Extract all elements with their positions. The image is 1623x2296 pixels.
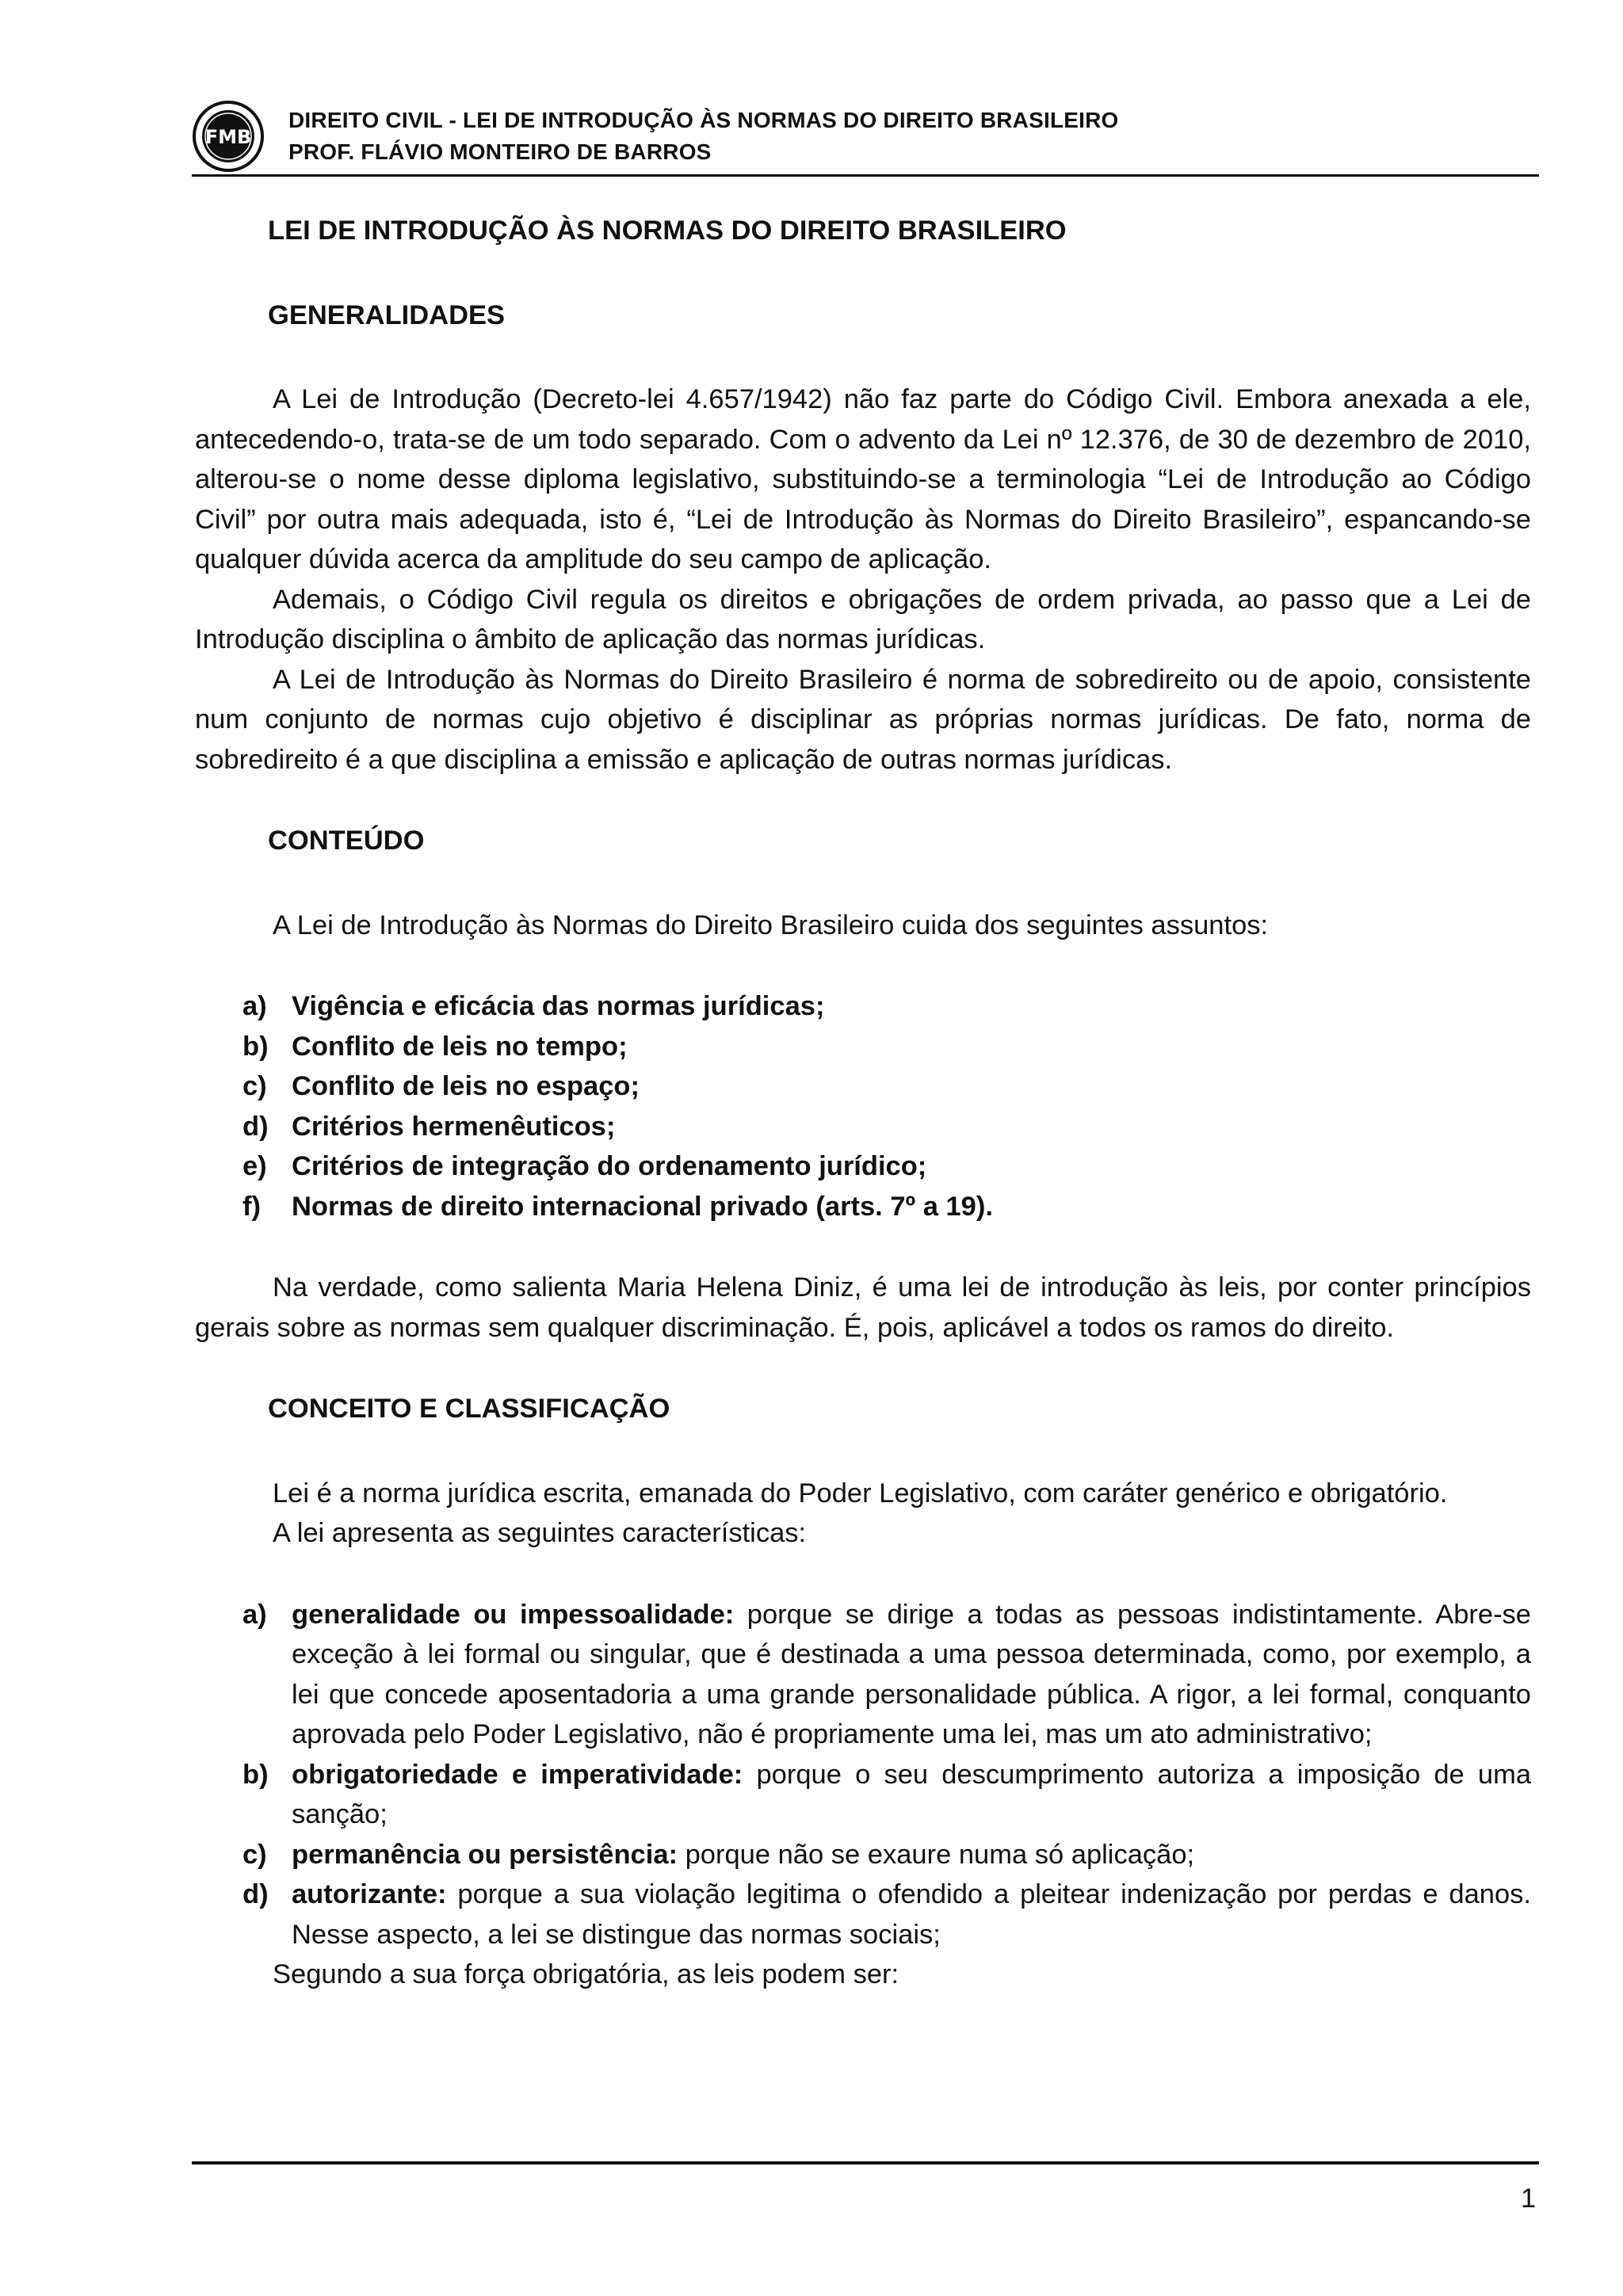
- paragraph: Ademais, o Código Civil regula os direitos e obrigações de ordem privada, ao passo que a Lei de Introdução disciplina o âmbito de aplicação das normas jurídicas.: [195, 584, 1531, 654]
- list-item-text: Conflito de leis no espaço;: [292, 1071, 640, 1101]
- paragraph: A lei apresenta as seguintes características:: [273, 1518, 807, 1548]
- header-professor: PROF. FLÁVIO MONTEIRO DE BARROS: [288, 139, 712, 164]
- document-body: [195, 211, 1531, 1995]
- document-title: LEI DE INTRODUÇÃO ÀS NORMAS DO DIREITO BRASILEIRO: [268, 215, 1067, 246]
- section-heading-conceito: CONCEITO E CLASSIFICAÇÃO: [268, 1394, 670, 1424]
- list-item-text: Critérios hermenêuticos;: [292, 1111, 616, 1142]
- page-number: 1: [1521, 2183, 1536, 2214]
- list-item: [195, 1146, 1531, 1187]
- paragraph: Lei é a norma jurídica escrita, emanada do Poder Legislativo, com caráter genérico e obrigatório.: [273, 1478, 1448, 1508]
- list-item: [195, 1187, 1531, 1227]
- paragraph: A Lei de Introdução às Normas do Direito Brasileiro cuida dos seguintes assuntos:: [273, 910, 1269, 940]
- paragraph: Segundo a sua força obrigatória, as leis podem ser:: [273, 1959, 899, 1989]
- list-item: [195, 1835, 1531, 1875]
- list-item-text: Normas de direito internacional privado (arts. 7º a 19).: [292, 1191, 993, 1222]
- list-marker: c): [242, 1839, 267, 1870]
- list-item-text: porque não se exaure numa só aplicação;: [678, 1839, 1195, 1870]
- list-marker: b): [242, 1031, 269, 1062]
- paragraph: Na verdade, como salienta Maria Helena Diniz, é uma lei de introdução às leis, por conter princípios gerais sobre as normas sem qualquer discriminação. É, pois, aplicável a todos os ramos do direito.: [195, 1272, 1531, 1343]
- logo-text: FMB: [204, 126, 252, 148]
- list-item: [195, 1875, 1531, 1955]
- list-item: [195, 1066, 1531, 1107]
- list-item-text: Conflito de leis no tempo;: [292, 1031, 628, 1062]
- section-heading-generalidades: GENERALIDADES: [268, 299, 506, 330]
- fmb-seal-logo-icon: [192, 100, 265, 173]
- list-marker: d): [242, 1111, 269, 1142]
- list-item: [195, 986, 1531, 1027]
- paragraph: A Lei de Introdução (Decreto-lei 4.657/1942) não faz parte do Código Civil. Embora anexada a ele, antecedendo-o, trata-se de um todo separado. Com o advento da Lei nº 12.376, de 30 de dezembro de 2010, alterou-se o nome desse diploma legislativo, substituindo-se a terminologia “Lei de Introdução ao Código Civil” por outra mais adequada, isto é, “Lei de Introdução às Normas do Direito Brasileiro”, espancando-se qualquer dúvida acerca da amplitude do seu campo de aplicação.: [195, 384, 1531, 574]
- list-marker: a): [242, 1599, 267, 1630]
- page-header: [192, 95, 1539, 174]
- section-heading-conteudo: CONTEÚDO: [268, 826, 425, 856]
- paragraph: A Lei de Introdução às Normas do Direito Brasileiro é norma de sobredireito ou de apoio, consistente num conjunto de normas cujo objetivo é disciplinar as próprias normas jurídicas. De fato, norma de sobredireito é a que disciplina a emissão e aplicação de outras normas jurídicas.: [195, 664, 1531, 775]
- list-marker: c): [242, 1071, 267, 1101]
- list-item: [195, 1027, 1531, 1067]
- list-marker: b): [242, 1759, 269, 1790]
- footer-divider: [192, 2161, 1539, 2164]
- list-item: [195, 1107, 1531, 1147]
- list-marker: d): [242, 1879, 269, 1909]
- list-item-term: obrigatoriedade e imperatividade:: [292, 1759, 743, 1790]
- topics-list: [195, 986, 1531, 1226]
- list-marker: a): [242, 991, 267, 1021]
- list-item-text: porque o seu descumprimento autoriza a imposição de uma sanção;: [292, 1759, 1532, 1829]
- list-item-text: Vigência e eficácia das normas jurídicas;: [292, 991, 825, 1021]
- list-item-text: porque se dirige a todas as pessoas indistintamente. Abre-se exceção à lei formal ou singular, que é destinada a uma pessoa determinada, como, por exemplo, a lei que concede aposentadoria a uma grande personalidade pública. A rigor, a lei formal, conquanto aprovada pelo Poder Legislativo, não é propriamente uma lei, mas um ato administrativo;: [292, 1599, 1531, 1749]
- header-divider: [192, 174, 1539, 177]
- list-item-text: Critérios de integração do ordenamento jurídico;: [292, 1151, 927, 1181]
- list-item-term: permanência ou persistência:: [292, 1839, 678, 1870]
- characteristics-list: [195, 1595, 1531, 1955]
- list-item-term: generalidade ou impessoalidade:: [292, 1599, 735, 1630]
- list-item: [195, 1755, 1531, 1835]
- header-text: [288, 105, 1119, 168]
- list-marker: f): [242, 1191, 261, 1222]
- list-marker: e): [242, 1151, 267, 1181]
- list-item-term: autorizante:: [292, 1879, 447, 1909]
- header-course-title: DIREITO CIVIL - LEI DE INTRODUÇÃO ÀS NORMAS DO DIREITO BRASILEIRO: [288, 108, 1119, 132]
- list-item-text: porque a sua violação legitima o ofendido a pleitear indenização por perdas e danos. Nesse aspecto, a lei se distingue das normas sociais;: [292, 1879, 1531, 1950]
- list-item: [195, 1595, 1531, 1755]
